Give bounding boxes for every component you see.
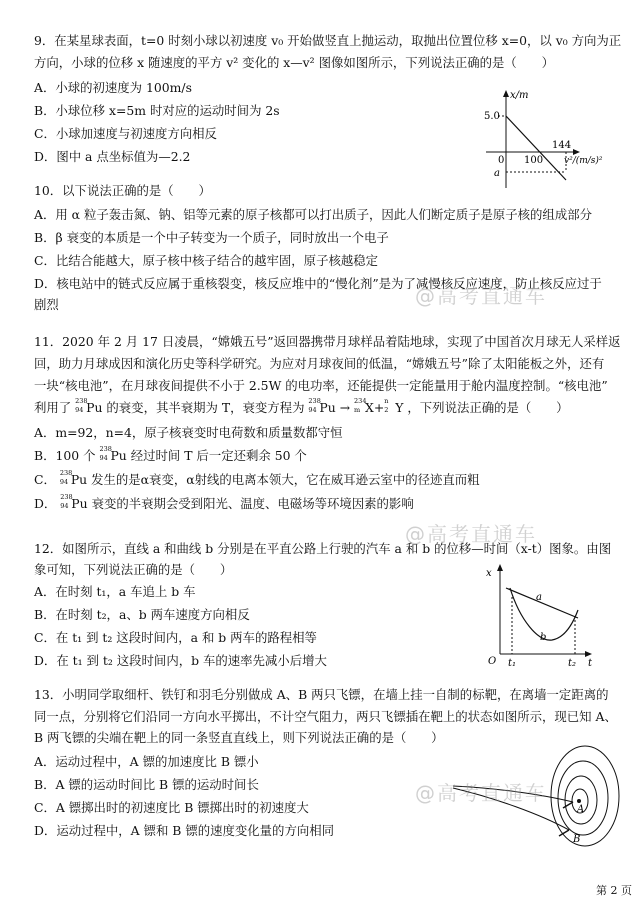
q13-stem-line3: B 两飞镖的尖端在靶上的同一条竖直直线上，则下列说法正确的是（ ） xyxy=(34,730,444,745)
q12-option-a: A．在时刻 t₁，a 车追上 b 车 xyxy=(34,584,196,599)
pu238-nuclide-c: 238 94 Pu xyxy=(59,469,88,487)
q12-y-axis-label: x xyxy=(486,568,492,579)
pu238-nuclide: 238 94 Pu xyxy=(75,397,103,415)
q9-point-a: a xyxy=(494,168,500,179)
q12-curve-b-label: b xyxy=(540,632,547,643)
q12-stem-line2: 象可知，下列说法正确的是（ ） xyxy=(34,562,233,577)
q12-line-a-label: a xyxy=(536,592,542,603)
q13-stem-line1: 13．小明同学取细杆、铁钉和羽毛分别做成 A、B 两只飞镖，在墙上挂一自制的标靶，在离墙一定距离的 xyxy=(34,687,609,702)
q9-x-tick-100: 100 xyxy=(524,155,544,166)
q9-option-b: B．小球位移 x=5m 时对应的运动时间为 2s xyxy=(34,103,280,118)
q12-stem-line1: 12．如图所示，直线 a 和曲线 b 分别是在平直公路上行驶的汽车 a 和 b 的位移—时间（x-t）图象。由图 xyxy=(34,541,612,556)
q11-stem-line4: 利用了 238 94 Pu 的衰变，其半衰期为 T，衰变方程为 238 94 Pu → 234 m X+ n 2 Y ，下列说法正确的是（ ） xyxy=(34,397,569,415)
pu238-nuclide-d: 238 94 Pu xyxy=(60,493,88,511)
q9-x-axis-label: v²/(m/s)² xyxy=(564,156,603,166)
q12-origin: O xyxy=(488,656,497,667)
q10-option-b: B．β 衰变的本质是一个中子转变为一个质子，同时放出一个电子 xyxy=(34,230,389,245)
decay-arrow: → xyxy=(339,400,351,415)
q9-y-axis-label: x/m xyxy=(510,90,529,101)
y-nuclide: n 2 Y xyxy=(384,397,404,415)
q12-option-c: C．在 t₁ 到 t₂ 这段时间内，a 和 b 两车的路程相等 xyxy=(34,630,317,645)
q12-option-b: B．在时刻 t₂，a、b 两车速度方向相反 xyxy=(34,607,250,622)
q11-option-d: D． 238 94 Pu 衰变的半衰期会受到阳光、温度、电磁场等环境因素的影响 xyxy=(34,493,414,511)
q10-option-d-cont: 剧烈 xyxy=(34,297,59,312)
pu238-nuclide-eq: 238 94 Pu xyxy=(308,397,336,415)
q9-y-tick: 5.0 xyxy=(484,111,500,122)
pu238-nuclide-b: 238 94 Pu xyxy=(99,445,127,463)
q12-x-axis-label: t xyxy=(588,658,593,669)
x-nuclide: 234 m X xyxy=(354,397,374,415)
q9-x-tick-144: 144 xyxy=(552,140,572,151)
q9-option-a: A．小球的初速度为 100m/s xyxy=(34,80,192,95)
q9-stem-line2: 方向，小球的位移 x 随速度的平方 v² 变化的 x—v² 图像如图所示，下列说法正确的是（ ） xyxy=(34,55,554,70)
q12-t2-label: t₂ xyxy=(568,658,577,669)
q12-x-t-graph xyxy=(478,560,598,670)
q13-option-d: D．运动过程中，A 镖和 B 镖的速度变化量的方向相同 xyxy=(34,823,335,838)
q13-option-a: A．运动过程中，A 镖的加速度比 B 镖小 xyxy=(34,754,259,769)
q10-option-c: C．比结合能越大，原子核中核子结合的越牢固，原子核越稳定 xyxy=(34,253,379,268)
q11-stem-line3: 一块“核电池”，在月球夜间提供不小于 2.5W 的电功率，还能提供一定能量用于舱内温度控制。“核电池” xyxy=(34,378,608,393)
q9-stem-line1: 9．在某星球表面，t=0 时刻小球以初速度 v₀ 开始做竖直上抛运动，取抛出位置位移 x=0，以 v₀ 方向为正 xyxy=(34,33,622,48)
q10-option-d: D．核电站中的链式反应属于重核裂变，核反应堆中的“慢化剂”是为了减慢核反应速度，防止核反应过于 xyxy=(34,276,602,291)
q13-option-c: C．A 镖掷出时的初速度比 B 镖掷出时的初速度大 xyxy=(34,800,309,815)
q11-option-c: C． 238 94 Pu 发生的是α衰变，α射线的电离本领大，它在威耳逊云室中的径迹直而粗 xyxy=(34,469,480,487)
q9-origin: 0 xyxy=(498,155,505,166)
q10-option-a: A．用 α 粒子轰击氮、钠、铝等元素的原子核都可以打出质子，因此人们断定质子是原子核的组成部分 xyxy=(34,207,592,222)
q9-option-d: D．图中 a 点坐标值为—2.2 xyxy=(34,149,191,164)
q12-option-d: D．在 t₁ 到 t₂ 这段时间内，b 车的速率先减小后增大 xyxy=(34,653,327,668)
q13-label-b: B xyxy=(573,834,581,845)
q9-x-v2-graph xyxy=(476,86,636,196)
watermark-3: @高考直通车 xyxy=(415,781,547,805)
q11-stem-line1: 11．2020 年 2 月 17 日凌晨，“嫦娥五号”返回器携带月球样品着陆地球，实现了中国首次月球无人采样返 xyxy=(34,334,621,349)
q11-stem-line2: 回，助力月球成因和演化历史等科学研究。为应对月球夜间的低温，“嫦娥五号”除了太阳能板之外，还有 xyxy=(34,356,605,371)
q10-stem: 10．以下说法正确的是（ ） xyxy=(34,183,211,198)
page-number: 第 2 页 xyxy=(596,884,632,897)
q13-option-b: B．A 镖的运动时间比 B 镖的运动时间长 xyxy=(34,777,259,792)
watermark-1: @高考直通车 xyxy=(415,284,547,308)
watermark-2: @高考直通车 xyxy=(405,522,537,546)
q13-label-a: A xyxy=(577,804,585,815)
q12-t1-label: t₁ xyxy=(508,658,517,669)
q9-option-c: C．小球加速度与初速度方向相反 xyxy=(34,126,217,141)
q13-stem-line2: 同一点，分别将它们沿同一方向水平掷出，不计空气阻力，两只飞镖插在靶上的状态如图所示，现已知 A、 xyxy=(34,709,617,724)
q11-option-a: A．m=92，n=4，原子核衰变时电荷数和质量数都守恒 xyxy=(34,425,343,440)
q11-option-b: B．100 个 238 94 Pu 经过时间 T 后一定还剩余 50 个 xyxy=(34,445,307,463)
